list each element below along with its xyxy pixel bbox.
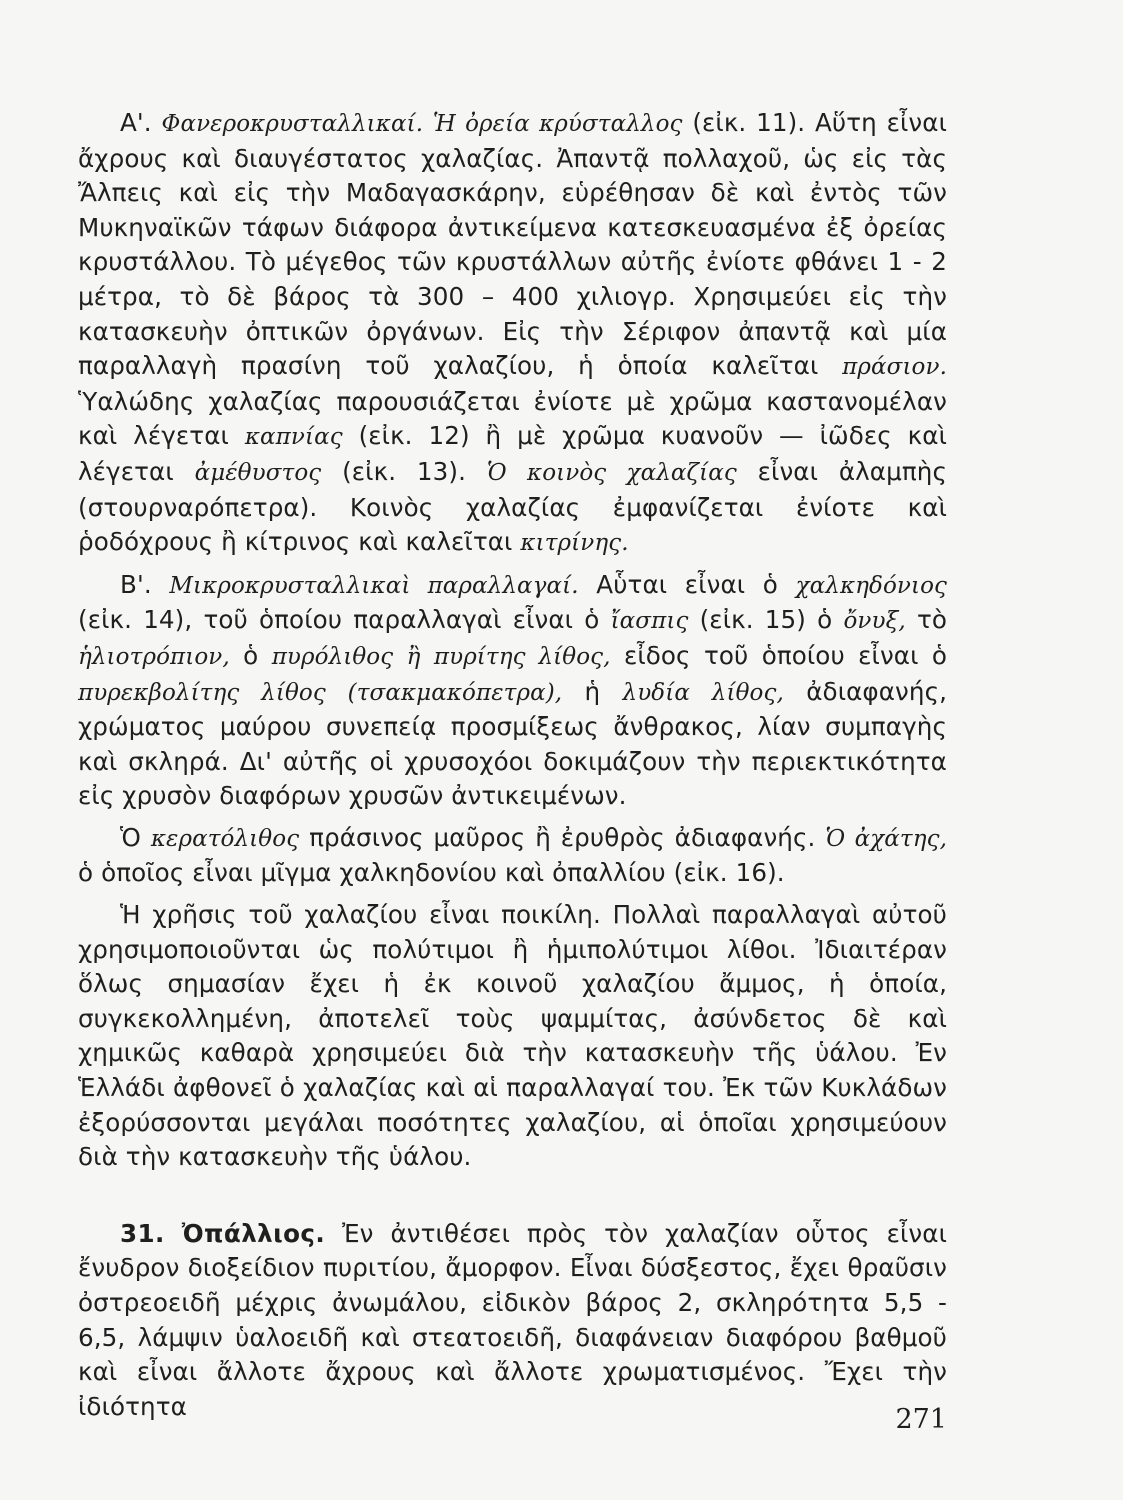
text-fragment: εἶδος τοῦ ὁποίου εἶναι ὁ [623, 640, 948, 670]
text-fragment: (εἰκ. 13). [342, 456, 467, 486]
list-label-a: A'. [120, 108, 152, 137]
term-rock-crystal: Ἡ ὀρεία κρύσταλλος [432, 111, 683, 137]
text-fragment: Ὑαλώδης χαλαζίας παρουσιάζεται ἐνίοτε μὲ χρῶμα καστανομέλαν καὶ λέγεται [78, 386, 947, 451]
text-fragment: (εἰκ. 12) ἢ μὲ χρῶμα κυανοῦν — ἰῶδες καὶ λέγεται [78, 421, 948, 486]
text-fragment: ὁ ὁποῖος εἶναι μῖγμα χαλκηδονίου καὶ ὀπαλλίου (εἰκ. 16). [78, 858, 785, 888]
page-number: 271 [895, 1404, 947, 1435]
term-koinos-chalazias: Ὁ κοινὸς χαλαζίας [486, 459, 737, 486]
term-prasio: πράσιον. [842, 354, 947, 381]
term-pyrekvolitis: πυρεκβολίτης λίθος (τσακμακόπετρα), [78, 679, 563, 706]
text-fragment: ἀδιαφανής, χρώματος μαύρου συνεπείᾳ προσμίξεως ἄνθρακος, λίαν συμπαγὴς καὶ σκληρά. Δι' αὐτῆς οἱ χρυσοχόοι δοκιμάζουν τὴν περιεκτικότητα εἰς χρυσὸν διαφόρων χρυσῶν ἀντικειμένων. [78, 676, 948, 811]
term-iliotropion: ἡλιοτρόπιον, [78, 643, 230, 670]
text-fragment: ὁ [243, 640, 259, 670]
term-amethystos: ἀμέθυστος [194, 459, 322, 486]
paragraph-microcrystalline [78, 568, 947, 814]
section-title: Ὀπάλλιος. [181, 1218, 326, 1248]
text-fragment: πράσινος μαῦρος ἢ ἐρυθρὸς ἀδιαφανής. [309, 822, 816, 852]
text-fragment: τὸ [916, 605, 948, 635]
text-fragment: εἶναι ἀλαμπὴς (στουρναρόπετρα). Κοινὸς χαλαζίας ἐμφανίζεται ἐνίοτε καὶ ῥοδόχρους ἢ κίτρινος καὶ καλεῖται [78, 456, 947, 557]
text-fragment: Αὗται εἶναι ὁ [596, 569, 778, 599]
paragraph-uses: Ἡ χρῆσις τοῦ χαλαζίου εἶναι ποικίλη. Πολλαὶ παραλλαγαὶ αὐτοῦ χρησιμοποιοῦνται ὡς πολύτιμοι ἢ ἡμιπολύτιμοι λίθοι. Ἰδιαιτέραν ὅλως σημασίαν ἔχει ἡ ἐκ κοινοῦ χαλαζίου ἄμμος, ἡ ὁποία, συγκεκολλημένη, ἀποτελεῖ τοὺς ψαμμίτας, ἀσύνδετος δὲ καὶ χημικῶς καθαρὰ χρησιμεύει διὰ τὴν κατασκευὴν τῆς ὑάλου. Ἐν Ἑλλάδι ἀφθονεῖ ὁ χαλαζίας καὶ αἱ παραλλαγαί του. Ἐκ τῶν Κυκλάδων ἐξορύσσονται μεγάλαι ποσότητες χαλαζίου, αἱ ὁποῖαι χρησιμεύουν διὰ τὴν κατασκευὴν τῆς ὑάλου. [78, 900, 947, 1172]
paragraph-keratolithos [78, 821, 947, 891]
text-fragment: (εἰκ. 11). Αὕτη εἶναι ἄχρους καὶ διαυγέστατος χαλαζίας. Ἀπαντᾷ πολλαχοῦ, ὡς εἰς τὰς Ἄλπεις καὶ εἰς τὴν Μαδαγασκάρην, εὑρέθησαν δὲ καὶ ἐντὸς τῶν Μυκηναϊκῶν τάφων διάφορα ἀντικείμενα κατεσκευασμένα ἐξ ὀρείας κρυστάλλου. Τὸ μέγεθος τῶν κρυστάλλων αὐτῆς ἐνίοτε φθάνει 1 - 2 μέτρα, τὸ δὲ βάρος τὰ 300 – 400 χιλιογρ. Χρησιμεύει εἰς τὴν κατασκευὴν ὀπτικῶν ὀργάνων. Εἰς τὴν Σέριφον ἀπαντᾷ καὶ μία παραλλαγὴ πρασίνη τοῦ χαλαζίου, ἡ ὁποία καλεῖται [78, 108, 948, 381]
text-fragment: Ὁ [120, 822, 141, 852]
paragraph-phanerocrystalline [78, 106, 947, 561]
term-chalkidonios: χαλκηδόνιος [795, 572, 948, 599]
text-fragment: ἢ [406, 643, 421, 670]
term-kitrinis: κιτρίνης. [520, 530, 629, 557]
subheading-phanerocrystalline: Φανεροκρυσταλλικαί. [161, 111, 424, 137]
section-number: 31. [120, 1218, 165, 1248]
term-achatis: Ὁ ἀχάτης, [825, 825, 947, 852]
term-keratolithos: κερατόλιθος [150, 825, 300, 852]
section-text: Ἐν ἀντιθέσει πρὸς τὸν χαλαζίαν οὗτος εἶναι ἔνυδρον διοξείδιον πυριτίου, ἄμορφον. Εἶναι δύσξεστος, ἔχει θραῦσιν ὀστρεοειδῆ μέχρις ἀνωμάλου, εἰδικὸν βάρος 2, σκληρότητα 5,5 - 6,5, λάμψιν ὑαλοειδῆ καὶ στεατοειδῆ, διαφάνειαν διαφόρου βαθμοῦ καὶ εἶναι ἄλλοτε ἄχρους καὶ ἄλλοτε χρωματισμένος. Ἔχει τὴν ἰδιότητα [78, 1218, 947, 1421]
term-onyx: ὄνυξ, [843, 608, 906, 635]
text-fragment: (εἰκ. 14), τοῦ ὁποίου παραλλαγαὶ εἶναι ὁ [78, 605, 600, 635]
term-kapnias: καπνίας [244, 424, 343, 451]
list-label-b: B'. [120, 569, 152, 599]
term-lydia-lithos: λυδία λίθος, [622, 679, 784, 706]
term-iaspis: ἴασπις [610, 608, 689, 635]
text-fragment: (εἰκ. 15) ὁ [699, 605, 833, 635]
term-pyrolithos: πυρόλιθος [271, 643, 394, 670]
text-fragment: ἡ [584, 676, 601, 706]
subheading-microcrystalline: Μικροκρυσταλλικαὶ παραλλαγαί. [169, 572, 579, 599]
term-pyritis: πυρίτης λίθος, [433, 643, 611, 670]
section-opallios [78, 1217, 947, 1425]
section-gap [78, 1175, 947, 1217]
